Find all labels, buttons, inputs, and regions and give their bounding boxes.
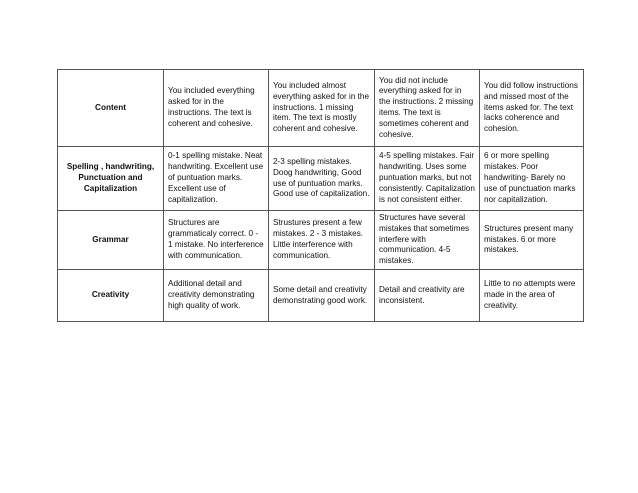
score-cell: You included almost everything asked for in the instructions. 1 missing item. The text is mostly coherent and cohesive. xyxy=(269,70,375,147)
score-cell: Some detail and creativity demonstrating good work. xyxy=(269,270,375,322)
score-cell: Detail and creativity are inconsistent. xyxy=(375,270,480,322)
score-cell: Strustures present a few mistakes. 2 - 3 mistakes. Little interference with communication. xyxy=(269,211,375,270)
score-cell: Structures are grammaticaly correct. 0 - 1 mistake. No interference with communication. xyxy=(164,211,269,270)
rubric-row-creativity xyxy=(58,270,584,322)
score-cell: 2-3 spelling mistakes. Doog handwriting, Good use of puntuation marks. Good use of capitalization. xyxy=(269,147,375,211)
score-cell: Little to no attempts were made in the area of creativity. xyxy=(480,270,584,322)
score-cell: 0-1 spelling mistake. Neat handwriting. Excellent use of puntuation marks. Excellent use of capitalization. xyxy=(164,147,269,211)
criterion-label: Creativity xyxy=(58,270,164,322)
score-cell: 4-5 spelling mistakes. Fair handwriting. Uses some puntuation marks, but not consistently. Capitalization is not consistent either. xyxy=(375,147,480,211)
rubric-row-grammar xyxy=(58,211,584,270)
score-cell: You included everything asked for in the instructions. The text is coherent and cohesive. xyxy=(164,70,269,147)
score-cell: Structures present many mistakes. 6 or more mistakes. xyxy=(480,211,584,270)
score-cell: Structures have several mistakes that sometimes interfere with communication. 4-5 mistakes. xyxy=(375,211,480,270)
score-cell: Additional detail and creativity demonstrating high quality of work. xyxy=(164,270,269,322)
criterion-label: Spelling , handwriting, Punctuation and Capitalization xyxy=(58,147,164,211)
rubric-row-spelling xyxy=(58,147,584,211)
criterion-label: Content xyxy=(58,70,164,147)
rubric-row-content xyxy=(58,70,584,147)
score-cell: You did follow instructions and missed most of the items asked for. The text lacks coherence and cohesion. xyxy=(480,70,584,147)
rubric-table xyxy=(57,69,584,322)
score-cell: You did not include everything asked for in the instructions. 2 missing items. The text is sometimes coherent and cohesive. xyxy=(375,70,480,147)
score-cell: 6 or more spelling mistakes. Poor handwriting- Barely no use of punctuation marks nor capitalization. xyxy=(480,147,584,211)
criterion-label: Grammar xyxy=(58,211,164,270)
